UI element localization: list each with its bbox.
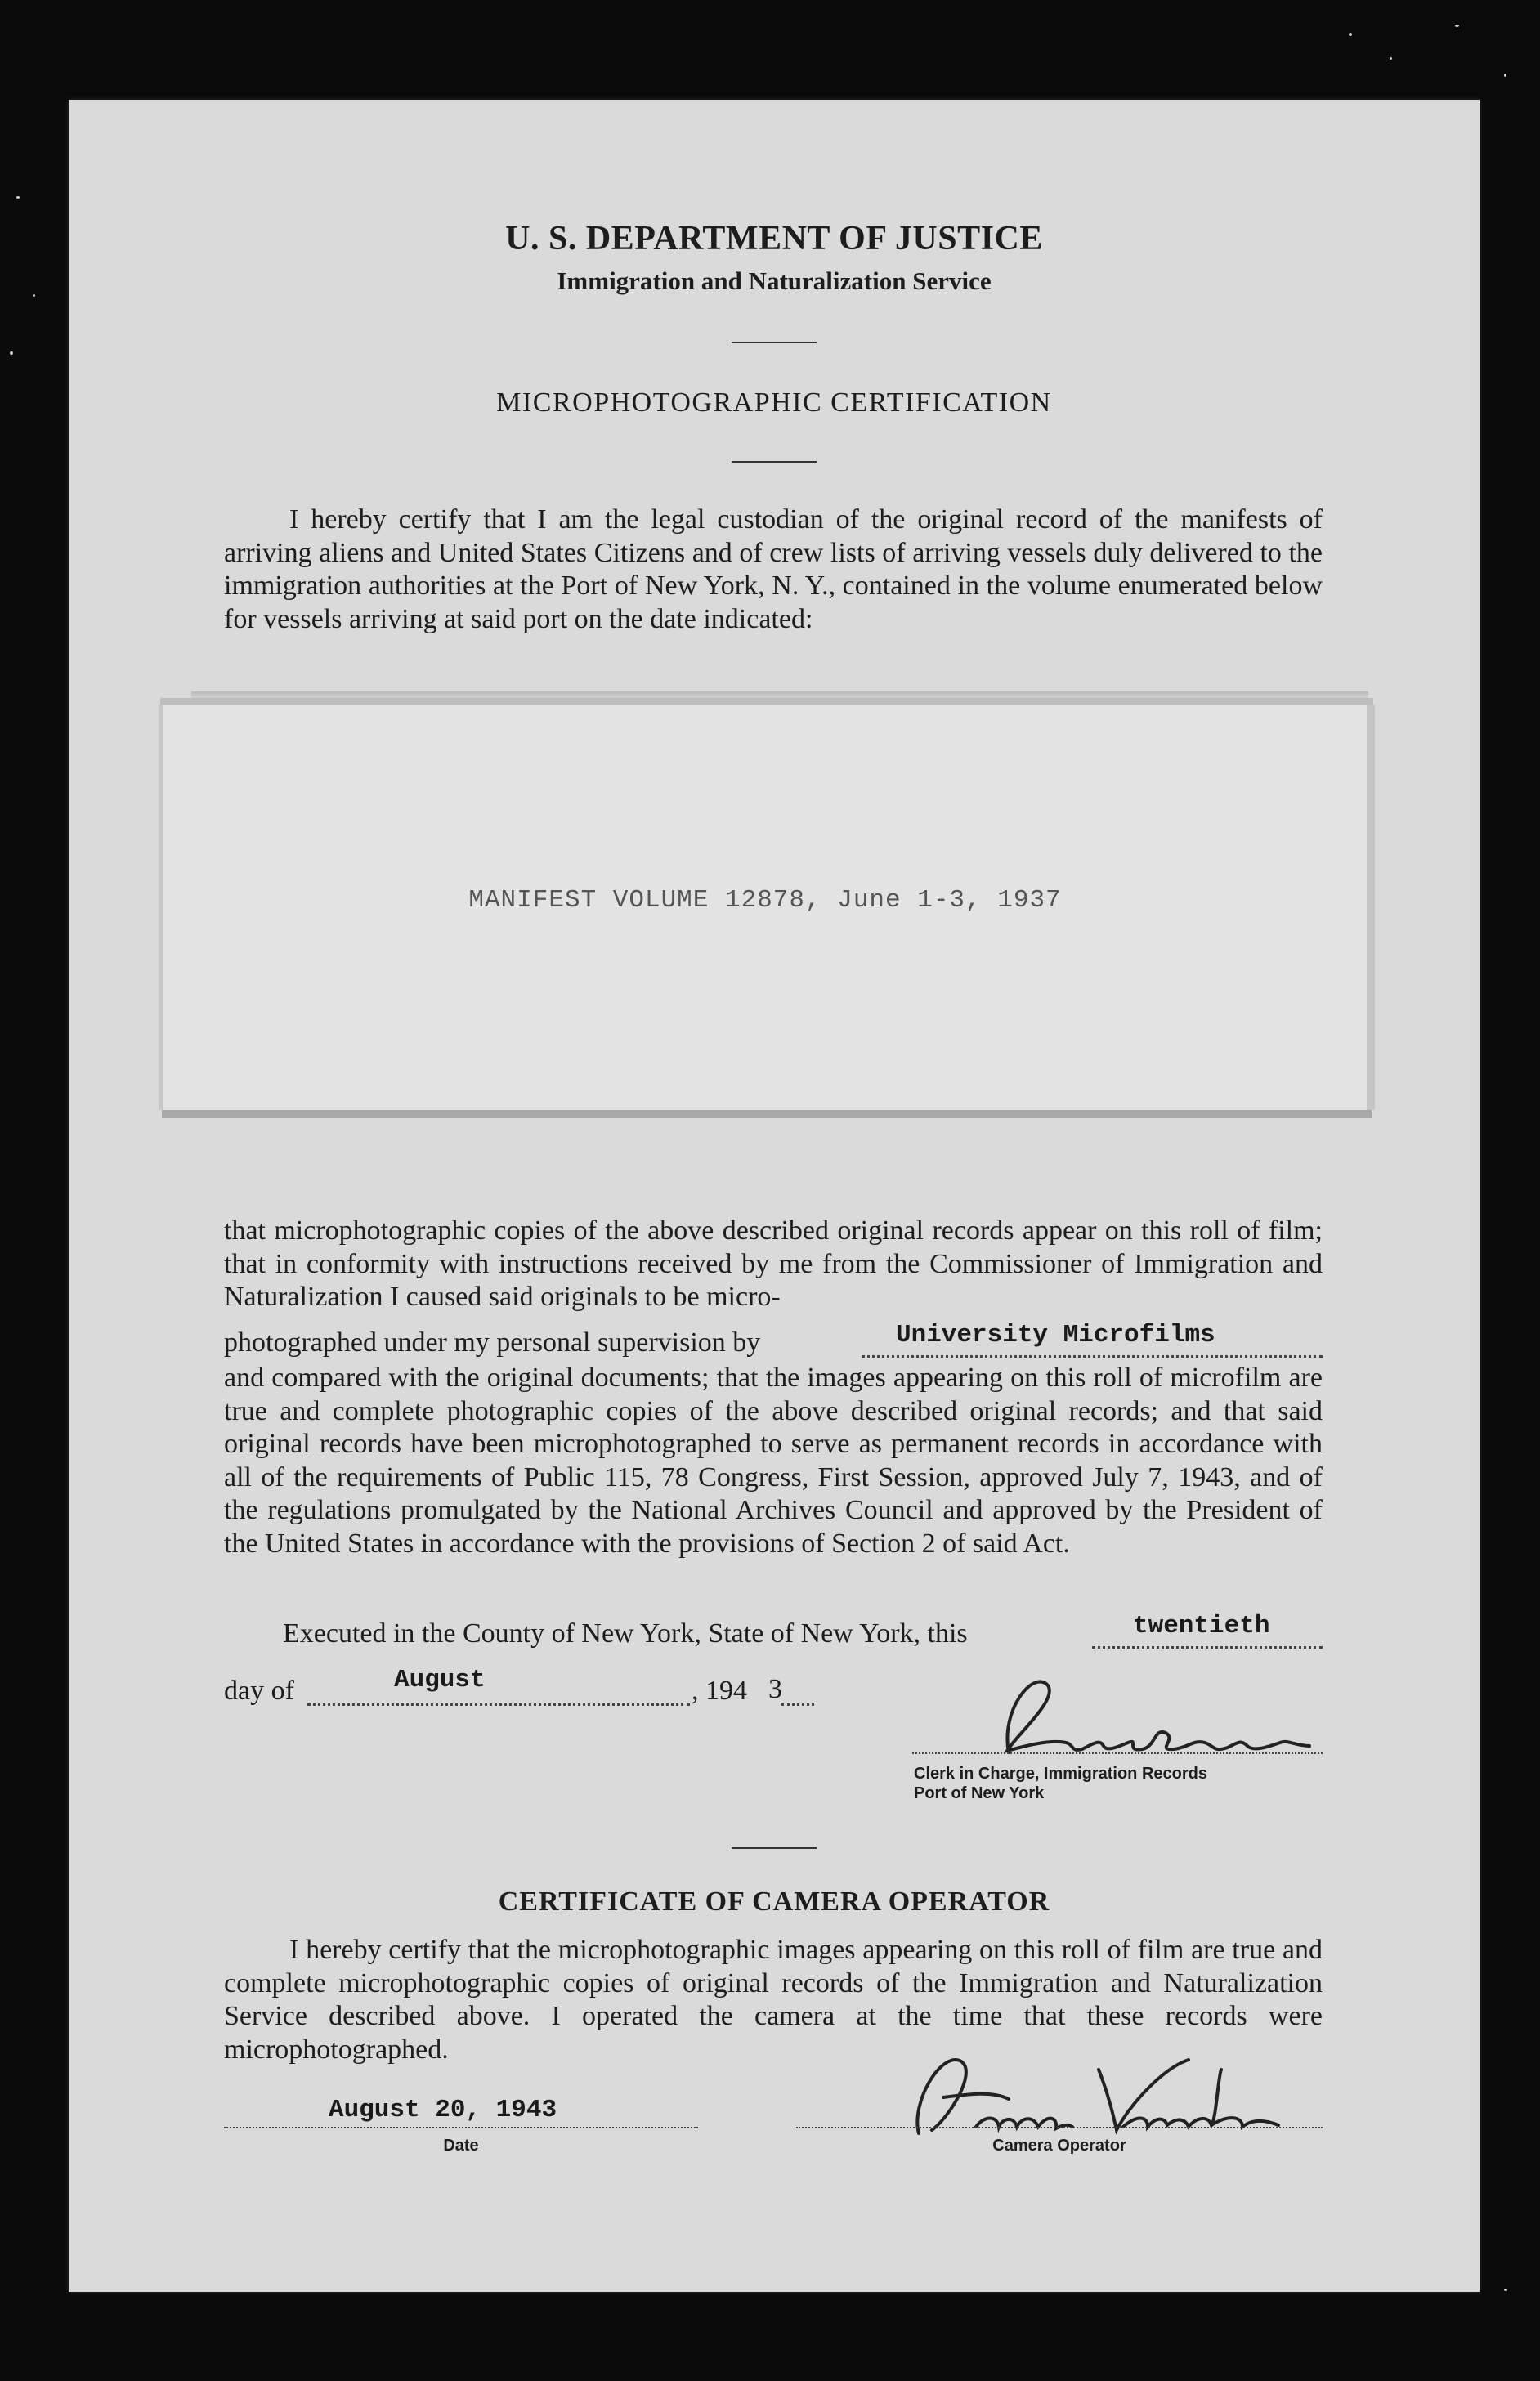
camera-date-value: August 20, 1943 — [329, 2096, 557, 2124]
year-prefix: , 194 — [692, 1676, 747, 1706]
operator-caption: Camera Operator — [992, 2137, 1126, 2155]
scan-speck — [16, 196, 20, 199]
manifest-slip — [159, 705, 1375, 1110]
scan-speck — [1504, 2289, 1507, 2291]
department-title: U. S. DEPARTMENT OF JUSTICE — [505, 220, 1043, 257]
date-dotted-line — [224, 2127, 698, 2128]
scan-speck — [33, 294, 35, 297]
scan-speck — [1504, 74, 1506, 77]
certification-title: MICROPHOTOGRAPHIC CERTIFICATION — [496, 387, 1052, 418]
certificate-page — [69, 100, 1480, 2292]
scan-speck — [1349, 33, 1352, 36]
executed-dotted-line — [1092, 1646, 1323, 1649]
month-dotted-line — [307, 1703, 690, 1706]
scan-speck — [1455, 25, 1459, 27]
intro-paragraph: I hereby certify that I am the legal custodian of the original record of the manifests of arriving aliens and United States Citizens and of crew lists of arriving vessels duly delivered to the immigration authorities at the Port of New York, N. Y., contained in the volume enumerated below for vessels arriving at said port on the date indicated: — [224, 504, 1323, 634]
body-paragraph-part2: and compared with the original documents; that the images appearing on this roll of microfilm are true and complete photographic copies of the above described original records; and that said original records have been microphotographed to serve as permanent records in accordance with all of the requirements of Public 115, 78 Congress, First Session, approved July 7, 1943, and of the regulations promulgated by the National Archives Council and approved by the President of the United States in accordance with the provisions of Section 2 of said Act. — [224, 1363, 1323, 1559]
supervision-dotted-line — [862, 1355, 1323, 1358]
body-paragraph-part1: that microphotographic copies of the above described original records appear on this roll of film; that in conformity with instructions received by me from the Commissioner of Immigration and Naturalization I caused said originals to be micro- — [224, 1215, 1323, 1313]
service-subtitle: Immigration and Naturalization Service — [557, 266, 992, 295]
year-dotted-line — [781, 1703, 814, 1706]
executed-month: August — [394, 1666, 486, 1694]
year-digit: 3 — [768, 1674, 782, 1704]
camera-section-title: CERTIFICATE OF CAMERA OPERATOR — [498, 1886, 1050, 1917]
day-of-prefix: day of — [224, 1676, 294, 1706]
divider — [732, 461, 817, 463]
clerk-title — [914, 1764, 1207, 1803]
clerk-signature — [911, 1661, 1336, 1775]
clerk-location-line: Port of New York — [914, 1784, 1045, 1802]
executed-day: twentieth — [1133, 1612, 1270, 1640]
supervisor-name: University Microfilms — [896, 1321, 1215, 1349]
scan-speck — [1390, 57, 1392, 60]
executed-prefix: Executed in the County of New York, State of New York, this — [283, 1618, 968, 1649]
clerk-title-line: Clerk in Charge, Immigration Records — [914, 1765, 1207, 1783]
scan-speck — [10, 351, 13, 355]
pasted-slip-shadow — [191, 691, 1368, 700]
supervision-prefix: photographed under my personal supervision by — [224, 1327, 761, 1358]
camera-paragraph: I hereby certify that the microphotographic images appearing on this roll of film are true and complete microphotographic copies of original records of the Immigration and Naturalization Service described above. I operated the camera at the time that these records were microphotographed. — [224, 1935, 1323, 2065]
divider — [732, 1847, 817, 1849]
manifest-volume-label: MANIFEST VOLUME 12878, June 1-3, 1937 — [468, 886, 1062, 915]
clerk-signature-line — [912, 1752, 1323, 1754]
divider — [732, 342, 817, 343]
date-caption: Date — [443, 2137, 479, 2155]
